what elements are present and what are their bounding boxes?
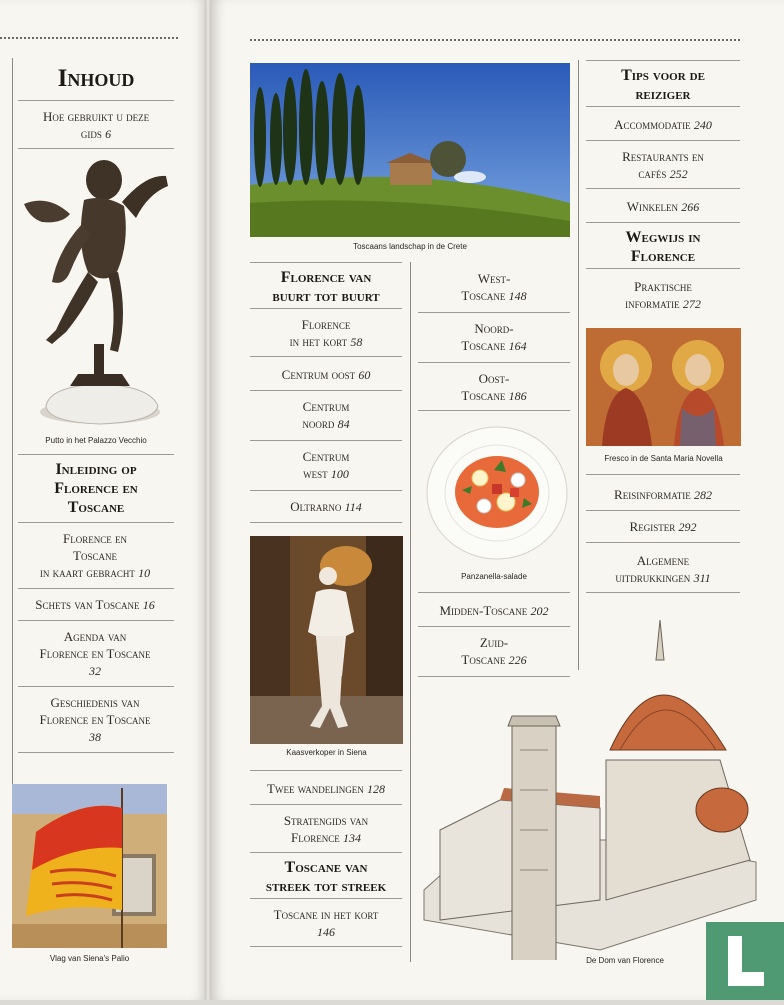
toc-label-line2: Florence en Toscane <box>39 712 151 727</box>
toc-entry-east-tuscany[interactable] <box>418 370 570 405</box>
toc-label: Accommodatie <box>614 117 691 132</box>
toc-label-line2: Toscane <box>73 548 117 563</box>
divider <box>418 312 570 313</box>
divider <box>18 752 174 753</box>
caption-flag: Vlag van Siena's Palio <box>49 954 130 963</box>
toc-label: Praktische <box>634 279 692 294</box>
divider <box>586 60 740 61</box>
divider <box>250 770 402 771</box>
toc-page-number: 114 <box>344 500 362 514</box>
caption-cheese: Kaasverkoper in Siena <box>286 748 367 757</box>
heading-line: buurt tot buurt <box>272 288 380 305</box>
divider <box>250 440 402 441</box>
toc-page-number: 134 <box>342 831 361 845</box>
toc-entry-phrases[interactable] <box>586 552 740 587</box>
toc-page-number: 266 <box>681 200 700 214</box>
toc-label: Oltrarno <box>290 499 342 514</box>
divider <box>250 946 402 947</box>
toc-label: Centrum oost <box>281 367 356 382</box>
toc-label: Centrum <box>302 399 350 414</box>
toc-page-number: 32 <box>89 664 101 678</box>
column-rule <box>578 60 579 670</box>
divider <box>586 592 740 593</box>
divider <box>250 356 402 357</box>
heading-line: Toscane van <box>284 859 368 876</box>
toc-page-number: 38 <box>89 730 101 744</box>
toc-entry-accommodation[interactable] <box>586 116 740 134</box>
toc-entry-index[interactable] <box>586 518 740 536</box>
divider <box>250 390 402 391</box>
toc-entry-centrum-oost[interactable] <box>250 366 402 384</box>
heading-line: Wegwijs in <box>625 229 701 246</box>
top-dotted-rule-right <box>250 39 740 41</box>
section-heading-tuscany-regions <box>250 858 402 896</box>
toc-entry-walks[interactable] <box>246 780 406 798</box>
section-heading-travel-tips <box>586 66 740 104</box>
caption-putto: Putto in het Palazzo Vecchio <box>45 436 147 445</box>
divider <box>418 410 570 411</box>
toc-entry-shopping[interactable] <box>586 198 740 216</box>
toc-label: Reisinformatie <box>614 487 691 502</box>
heading-line: Toscane <box>67 499 125 516</box>
divider <box>586 222 740 223</box>
toc-label-line2: in het kort <box>289 334 348 349</box>
toc-label: Algemene <box>636 553 690 568</box>
divider <box>250 804 402 805</box>
toc-label: Register <box>629 519 676 534</box>
toc-page-number: 164 <box>508 339 527 353</box>
toc-label-line2: Toscane <box>461 652 506 667</box>
toc-label-line2: informatie <box>625 296 680 311</box>
toc-entry-how-to-use[interactable] <box>18 108 174 143</box>
cheese-seller-photo <box>250 536 403 744</box>
toc-label: Winkelen <box>626 199 678 214</box>
toc-label: Midden-Toscane <box>439 603 528 618</box>
toc-entry-history[interactable] <box>14 694 176 746</box>
toc-page-number: 84 <box>337 417 350 431</box>
toc-entry-north-tuscany[interactable] <box>418 320 570 355</box>
toc-entry-west-tuscany[interactable] <box>418 270 570 305</box>
toc-label-line2: Toscane <box>461 338 506 353</box>
divider <box>250 490 402 491</box>
putto-statue-image <box>18 154 174 430</box>
toc-label: Florence <box>301 317 351 332</box>
toc-entry-tuscany-overview[interactable] <box>250 906 402 941</box>
toc-label: Geschiedenis van <box>50 695 140 710</box>
toc-page-number: 272 <box>682 297 701 311</box>
toc-label-line2: Toscane <box>461 388 506 403</box>
toc-page-number: 226 <box>508 653 527 667</box>
toc-page-number: 186 <box>508 389 527 403</box>
divider <box>250 262 402 263</box>
contents-title: Inhoud <box>57 65 135 92</box>
divider <box>586 474 740 475</box>
book-gutter <box>205 0 211 1000</box>
top-dotted-rule-left <box>0 37 178 39</box>
toc-label: West- <box>477 271 511 286</box>
section-heading-florence-wayfinding <box>586 228 740 266</box>
fresco-photo <box>586 328 741 446</box>
heading-line: Florence van <box>280 269 372 286</box>
divider <box>586 106 740 107</box>
toc-label: Florence en <box>63 531 127 546</box>
toc-label: Noord- <box>474 321 514 336</box>
divider <box>18 148 174 149</box>
toc-page-number: 60 <box>358 368 371 382</box>
toc-page-number: 240 <box>693 118 712 132</box>
toc-entry-oltrarno[interactable] <box>250 498 402 516</box>
divider <box>418 592 570 593</box>
toc-page-number: 252 <box>669 167 688 181</box>
heading-line: Inleiding op <box>55 461 137 478</box>
toc-entry-florence-overview[interactable] <box>250 316 402 351</box>
toc-label: Agenda van <box>63 629 127 644</box>
divider <box>18 522 174 523</box>
toc-label: Hoe gebruikt u deze <box>42 109 150 124</box>
toc-page-number: 282 <box>693 488 712 502</box>
heading-line: Florence en <box>54 480 138 497</box>
divider <box>586 268 740 269</box>
divider <box>418 362 570 363</box>
toc-page-number: 128 <box>366 782 385 796</box>
divider <box>18 686 174 687</box>
toc-label: Twee wandelingen <box>267 781 364 796</box>
section-heading-introduction <box>18 460 174 517</box>
toc-label-line2: Florence en Toscane <box>39 646 151 661</box>
toc-entry-street-guide[interactable] <box>250 812 402 847</box>
panzanella-salad-image <box>424 420 570 566</box>
heading-line: Tips voor de <box>621 67 705 84</box>
toc-label: Centrum <box>302 449 350 464</box>
divider <box>250 308 402 309</box>
divider <box>18 620 174 621</box>
toc-label-line2: uitdrukkingen <box>615 570 691 585</box>
toc-page-number: 292 <box>678 520 697 534</box>
heading-line: reiziger <box>635 86 691 103</box>
divider <box>586 140 740 141</box>
toc-entry-sketch[interactable] <box>12 596 178 614</box>
caption-landscape: Toscaans landschap in de Crete <box>353 242 467 251</box>
section-heading-florence-neighbourhoods <box>250 268 402 306</box>
toc-entry-practical-info[interactable] <box>586 278 740 313</box>
toc-page-number: 202 <box>530 604 549 618</box>
toc-page-number: 146 <box>317 925 335 939</box>
site-logo <box>706 922 784 1000</box>
siena-flag-photo <box>12 784 167 948</box>
toc-label-line2: noord <box>302 416 335 431</box>
toc-page-number: 100 <box>330 467 349 481</box>
divider <box>586 188 740 189</box>
toc-label: Oost- <box>478 371 510 386</box>
divider <box>18 100 174 101</box>
toc-entry-centrum-noord[interactable] <box>250 398 402 433</box>
toc-page-number: 311 <box>693 571 711 585</box>
toc-label-line2: Florence <box>291 830 340 845</box>
divider <box>250 898 402 899</box>
toc-entry-maps[interactable] <box>14 530 176 582</box>
toc-page-number: 10 <box>138 566 151 580</box>
column-rule <box>410 262 411 962</box>
caption-fresco: Fresco in de Santa Maria Novella <box>604 454 723 463</box>
divider <box>586 510 740 511</box>
toc-label-line2: cafés <box>638 166 667 181</box>
divider <box>18 454 174 455</box>
caption-dome: De Dom van Florence <box>586 956 664 965</box>
toc-page-number: 148 <box>508 289 527 303</box>
toc-label: Stratengids van <box>283 813 369 828</box>
toc-page-number: 58 <box>350 335 363 349</box>
toc-label-line2: gids <box>80 126 102 141</box>
heading-line: streek tot streek <box>265 878 387 895</box>
toc-page-number: 16 <box>142 598 155 612</box>
toc-entry-restaurants[interactable] <box>586 148 740 183</box>
divider <box>250 852 402 853</box>
divider <box>586 542 740 543</box>
toc-label-line3: in kaart gebracht <box>39 565 135 580</box>
toc-label: Toscane in het kort <box>273 907 379 922</box>
toc-label-line2: Toscane <box>461 288 506 303</box>
crete-landscape-photo <box>250 63 570 237</box>
toc-label-line2: west <box>303 466 328 481</box>
toc-label: Restaurants en <box>622 149 704 164</box>
toc-entry-travel-info[interactable] <box>586 486 740 504</box>
caption-salad: Panzanella-salade <box>461 572 527 581</box>
heading-line: Florence <box>630 248 696 265</box>
duomo-illustration <box>420 600 760 960</box>
divider <box>18 588 174 589</box>
toc-label: Zuid- <box>479 635 509 650</box>
toc-entry-centrum-west[interactable] <box>250 448 402 483</box>
divider <box>250 522 402 523</box>
toc-label: Schets van Toscane <box>35 597 140 612</box>
toc-entry-agenda[interactable] <box>14 628 176 680</box>
toc-page-number: 6 <box>105 127 112 141</box>
